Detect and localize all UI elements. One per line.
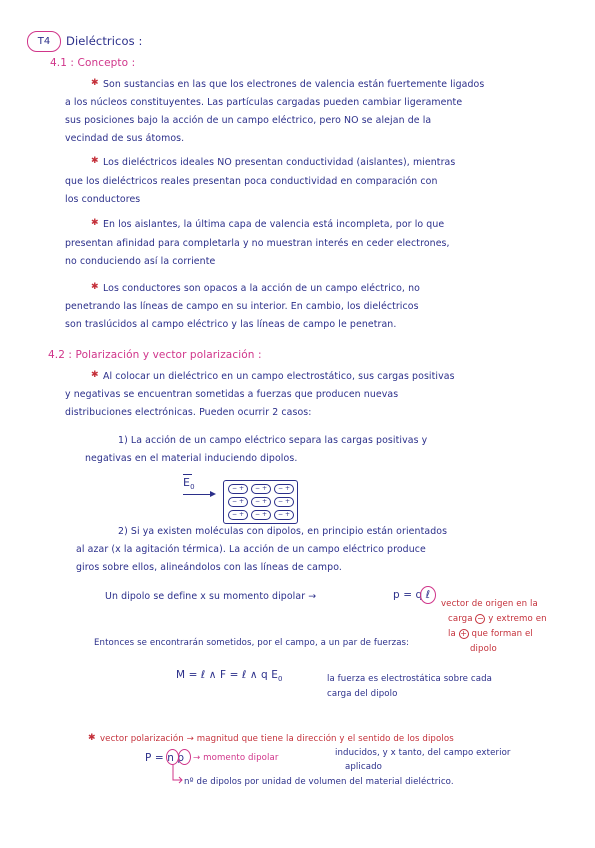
- dipole-icon: − +: [274, 497, 294, 507]
- n-pointer-arrow: [170, 764, 184, 786]
- torque-note-line: carga del dipolo: [327, 689, 398, 699]
- dipole-note-line: dipolo: [470, 644, 497, 654]
- section-heading-concepto: 4.1 : Concepto :: [50, 57, 136, 69]
- dipole-icon: − +: [274, 510, 294, 520]
- field-arrow-line: [183, 494, 213, 495]
- torque-text: Entonces se encontrarán sometidos, por el campo, a un par de fuerzas:: [94, 638, 410, 648]
- text-line: a los núcleos constituyentes. Las partículas cargadas pueden cambiar ligeramente: [65, 97, 463, 108]
- field-label: $E_0$: [183, 476, 195, 492]
- text-line: Los conductores son opacos a la acción de un campo eléctrico, no: [103, 283, 420, 294]
- text-line: distribuciones electrónicas. Pueden ocurrir 2 casos:: [65, 407, 312, 418]
- bullet-star-1: ✱: [91, 78, 99, 88]
- case-2-line: 2) Si ya existen moléculas con dipolos, en principio están orientados: [118, 526, 448, 537]
- text-line: En los aislantes, la última capa de valencia está incompleta, por lo que: [103, 219, 445, 230]
- case-2-line: giros sobre ellos, alineándolos con las líneas de campo.: [76, 562, 342, 573]
- dipole-note-line: vector de origen en la: [441, 599, 538, 609]
- section-heading-polarizacion: 4.2 : Polarización y vector polarización :: [48, 349, 262, 361]
- dipole-note-line: carga − y extremo en: [448, 613, 547, 624]
- case-2-line: al azar (x la agitación térmica). La acción de un campo eléctrico produce: [76, 544, 426, 555]
- text-line: son traslúcidos al campo eléctrico y las líneas de campo le penetran.: [65, 319, 397, 330]
- text-line: no conduciendo así la corriente: [65, 256, 216, 267]
- text-line: los conductores: [65, 194, 141, 205]
- dipole-icon: − +: [228, 510, 248, 520]
- text-line: presentan afinidad para completarla y no muestran interés en ceder electrones,: [65, 238, 450, 249]
- dipole-icon: − +: [274, 484, 294, 494]
- text-line: vecindad de sus átomos.: [65, 133, 185, 144]
- bullet-star-4: ✱: [91, 282, 99, 292]
- text-line: que los dieléctricos reales presentan poca conductividad en comparación con: [65, 176, 438, 187]
- dipole-note-line: la + que forman el: [448, 628, 533, 639]
- bullet-star-5: ✱: [91, 370, 99, 380]
- case-1-line: 1) La acción de un campo eléctrico separa las cargas positivas y: [118, 435, 428, 446]
- plus-charge-icon: +: [460, 628, 468, 638]
- dipole-grid: [223, 480, 298, 524]
- polarization-n-text: nº de dipolos por unidad de volumen del material dieléctrico.: [184, 777, 454, 787]
- text-line: sus posiciones bajo la acción de un campo eléctrico, pero NO se alejan de la: [65, 115, 432, 126]
- torque-note-line: la fuerza es electrostática sobre cada: [327, 674, 492, 684]
- dipole-moment-text: Un dipolo se define x su momento dipolar →: [105, 591, 317, 602]
- polarization-text: vector polarización → magnitud que tiene la dirección y el sentido de los dipolos: [100, 734, 454, 744]
- torque-formula: M = ℓ ∧ F = ℓ ∧ q $E_0$: [176, 669, 283, 684]
- dipole-moment-formula: p = q ℓ: [393, 589, 431, 601]
- bullet-star-2: ✱: [91, 156, 99, 166]
- page-title: Dieléctricos :: [66, 34, 143, 48]
- dipole-icon: − +: [251, 497, 271, 507]
- polarization-detail: inducidos, y x tanto, del campo exterior: [335, 748, 511, 758]
- minus-charge-icon: −: [477, 613, 484, 623]
- bullet-star-3: ✱: [91, 218, 99, 228]
- dipole-icon: − +: [228, 497, 248, 507]
- field-arrow-head: [210, 491, 216, 497]
- polarization-detail: aplicado: [345, 762, 383, 772]
- topic-badge: T4: [27, 31, 61, 52]
- dipole-icon: − +: [251, 510, 271, 520]
- bullet-star-6: ✱: [88, 733, 96, 743]
- text-line: penetrando las líneas de campo en su interior. En cambio, los dieléctricos: [65, 301, 419, 312]
- p-circle: [178, 749, 191, 765]
- dipole-icon: − +: [251, 484, 271, 494]
- text-line: Los dieléctricos ideales NO presentan conductividad (aislantes), mientras: [103, 157, 456, 168]
- vector-bar: [183, 474, 192, 475]
- formula-circle: [420, 586, 436, 604]
- text-line: Al colocar un dieléctrico en un campo electrostático, sus cargas positivas: [103, 371, 455, 382]
- polarization-formula: P = n p: [145, 752, 185, 764]
- dipole-icon: − +: [228, 484, 248, 494]
- text-line: y negativas se encuentran sometidas a fuerzas que producen nuevas: [65, 389, 399, 400]
- text-line: Son sustancias en las que los electrones de valencia están fuertemente ligados: [103, 79, 485, 90]
- polarization-label: → momento dipolar: [193, 753, 279, 763]
- case-1-line: negativas en el material induciendo dipolos.: [85, 453, 298, 464]
